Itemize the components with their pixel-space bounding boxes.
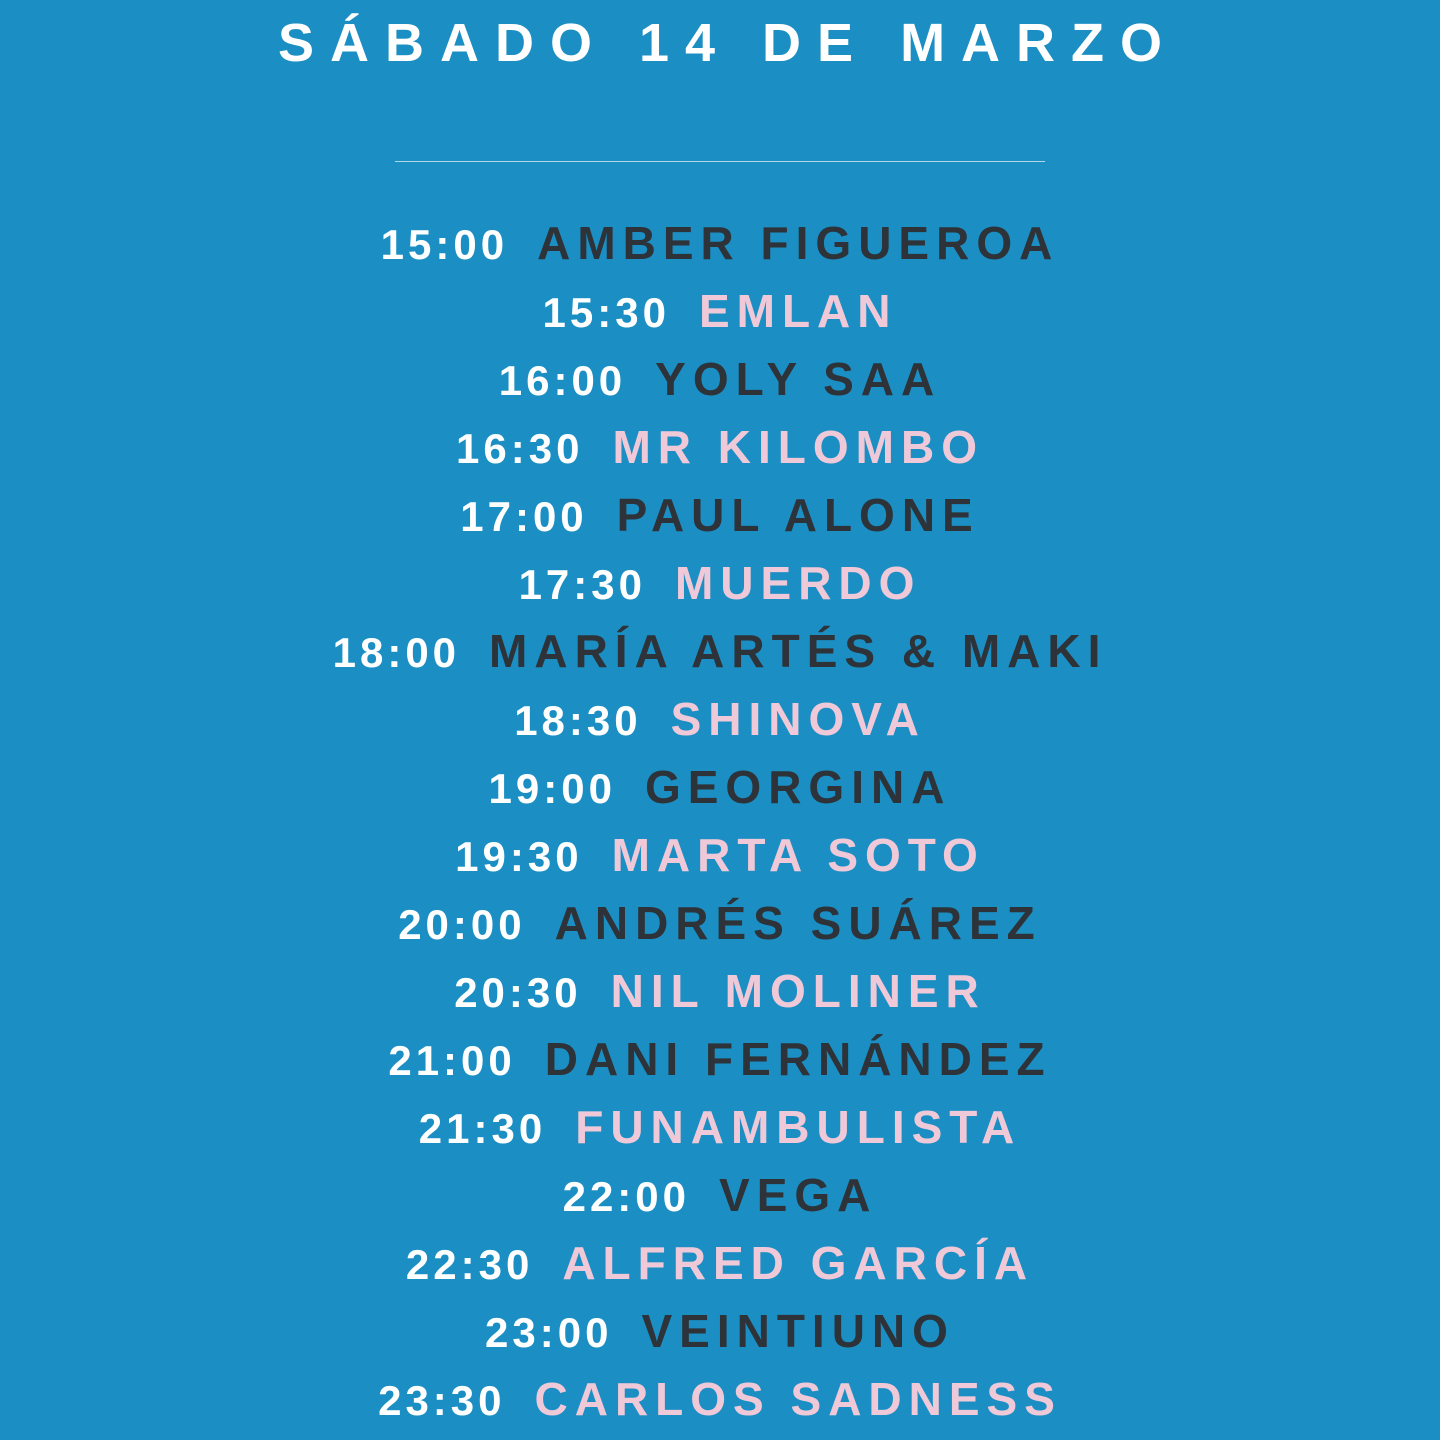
lineup-row (489, 760, 952, 814)
lineup-row-time: 16:00 (498, 357, 627, 404)
lineup-row-time: 23:00 (485, 1309, 613, 1356)
lineup-row (455, 828, 985, 882)
lineup-row (543, 284, 898, 338)
lineup-row (460, 488, 979, 542)
lineup-list (0, 216, 1440, 1440)
lineup-row-time: 16:30 (456, 425, 584, 472)
lineup-row-artist: MARÍA ARTÉS & MAKI (489, 625, 1108, 677)
lineup-row-artist: VEGA (719, 1169, 878, 1221)
lineup-row-time: 18:00 (332, 629, 461, 676)
lineup-row (419, 1100, 1021, 1154)
lineup-row (514, 692, 926, 746)
page-title: SÁBADO 14 DE MARZO (277, 13, 1179, 73)
lineup-row (485, 1304, 955, 1358)
lineup-row-time: 15:30 (542, 289, 670, 336)
lineup-row-time: 23:30 (378, 1377, 506, 1424)
lineup-row-time: 17:00 (460, 493, 588, 540)
lineup-row-artist: CARLOS SADNESS (534, 1373, 1062, 1425)
lineup-row (456, 420, 984, 474)
lineup-row-artist: FUNAMBULISTA (575, 1101, 1022, 1153)
lineup-row (406, 1236, 1034, 1290)
lineup-row (381, 216, 1060, 270)
lineup-row (378, 1372, 1062, 1426)
lineup-row-artist: GEORGINA (644, 761, 952, 813)
lineup-row (388, 1032, 1051, 1086)
lineup-row (499, 352, 942, 406)
lineup-row (563, 1168, 878, 1222)
lineup-row-time: 15:00 (380, 221, 509, 268)
lineup-row-time: 20:00 (398, 901, 526, 948)
lineup-row-artist: EMLAN (698, 285, 898, 337)
lineup-row-time: 22:00 (562, 1173, 691, 1220)
lineup-row-time: 18:30 (514, 697, 642, 744)
lineup-row (398, 896, 1042, 950)
lineup-row-time: 20:30 (454, 969, 582, 1016)
lineup-row (333, 624, 1108, 678)
lineup-row (454, 964, 986, 1018)
divider (395, 161, 1045, 162)
lineup-row-artist: AMBER FIGUEROA (537, 217, 1060, 269)
lineup-row-artist: ANDRÉS SUÁREZ (554, 897, 1042, 949)
lineup-row-artist: ALFRED GARCÍA (562, 1237, 1035, 1289)
lineup-row-artist: YOLY SAA (655, 353, 942, 405)
lineup-row-time: 21:30 (418, 1105, 547, 1152)
lineup-row-artist: DANI FERNÁNDEZ (544, 1033, 1052, 1085)
lineup-row-time: 19:00 (488, 765, 616, 812)
lineup-row-time: 22:30 (405, 1241, 534, 1288)
lineup-row (519, 556, 922, 610)
lineup-row-artist: NIL MOLINER (610, 965, 986, 1017)
lineup-row-time: 17:30 (518, 561, 646, 608)
lineup-row-artist: MUERDO (674, 557, 922, 609)
lineup-row-time: 19:30 (455, 833, 583, 880)
lineup-row-artist: MR KILOMBO (612, 421, 984, 473)
lineup-row-artist: PAUL ALONE (616, 489, 980, 541)
lineup-row-artist: SHINOVA (670, 693, 926, 745)
lineup-row-artist: MARTA SOTO (611, 829, 985, 881)
lineup-row-time: 21:00 (388, 1037, 516, 1084)
lineup-row-artist: VEINTIUNO (641, 1305, 955, 1357)
